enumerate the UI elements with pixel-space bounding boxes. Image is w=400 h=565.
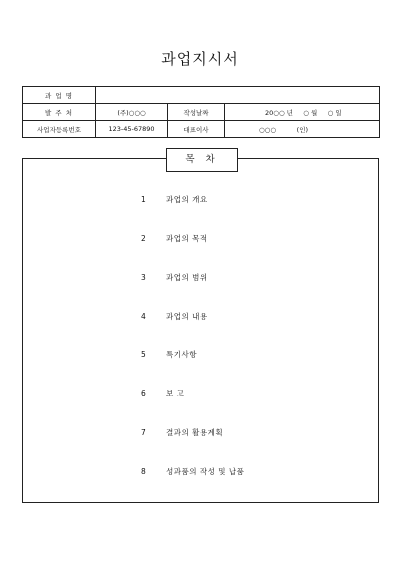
toc-item <box>141 310 208 324</box>
project-name-label: 과 업 명 <box>23 87 96 104</box>
business-number-value: 123-45-67890 <box>96 121 168 138</box>
toc-item-number: 6 <box>141 389 146 398</box>
toc-item-number: 2 <box>141 234 146 243</box>
toc-item <box>141 348 197 362</box>
date-value: 20○○ 년 ○ 월 ○ 일 <box>225 104 380 121</box>
toc-item-number: 4 <box>141 312 146 321</box>
toc-item-number: 8 <box>141 467 146 476</box>
toc-item-label: 과업의 범위 <box>166 273 208 282</box>
ceo-label: 대표이사 <box>168 121 225 138</box>
toc-item-number: 1 <box>141 195 146 204</box>
business-number-label: 사업자등록번호 <box>23 121 96 138</box>
project-name-value <box>96 87 380 104</box>
toc-item <box>141 232 208 246</box>
toc-item-label: 보 고 <box>166 389 185 398</box>
toc-item-label: 과업의 내용 <box>166 312 208 321</box>
table-of-contents-box <box>22 158 379 503</box>
toc-item <box>141 387 184 401</box>
toc-heading: 목 차 <box>166 148 238 172</box>
toc-item-label: 과업의 개요 <box>166 195 208 204</box>
project-info-table <box>22 86 380 138</box>
toc-item <box>141 193 208 207</box>
toc-item-label: 결과의 활용계획 <box>166 428 224 437</box>
toc-item <box>141 465 244 479</box>
client-value: (주)○○○ <box>96 104 168 121</box>
document-title: 과업지시서 <box>161 50 239 68</box>
table-row <box>23 87 380 104</box>
toc-item-number: 3 <box>141 273 146 282</box>
toc-item-label: 성과품의 작성 및 납품 <box>166 467 245 476</box>
date-label: 작성날짜 <box>168 104 225 121</box>
client-label: 발 주 처 <box>23 104 96 121</box>
toc-item-number: 5 <box>141 350 146 359</box>
toc-item-number: 7 <box>141 428 146 437</box>
table-row <box>23 104 380 121</box>
ceo-value: ○○○ (인) <box>225 121 380 138</box>
toc-item-label: 과업의 목적 <box>166 234 208 243</box>
toc-item-label: 특기사항 <box>166 350 197 359</box>
toc-item <box>141 426 223 440</box>
toc-item <box>141 271 208 285</box>
table-row <box>23 121 380 138</box>
